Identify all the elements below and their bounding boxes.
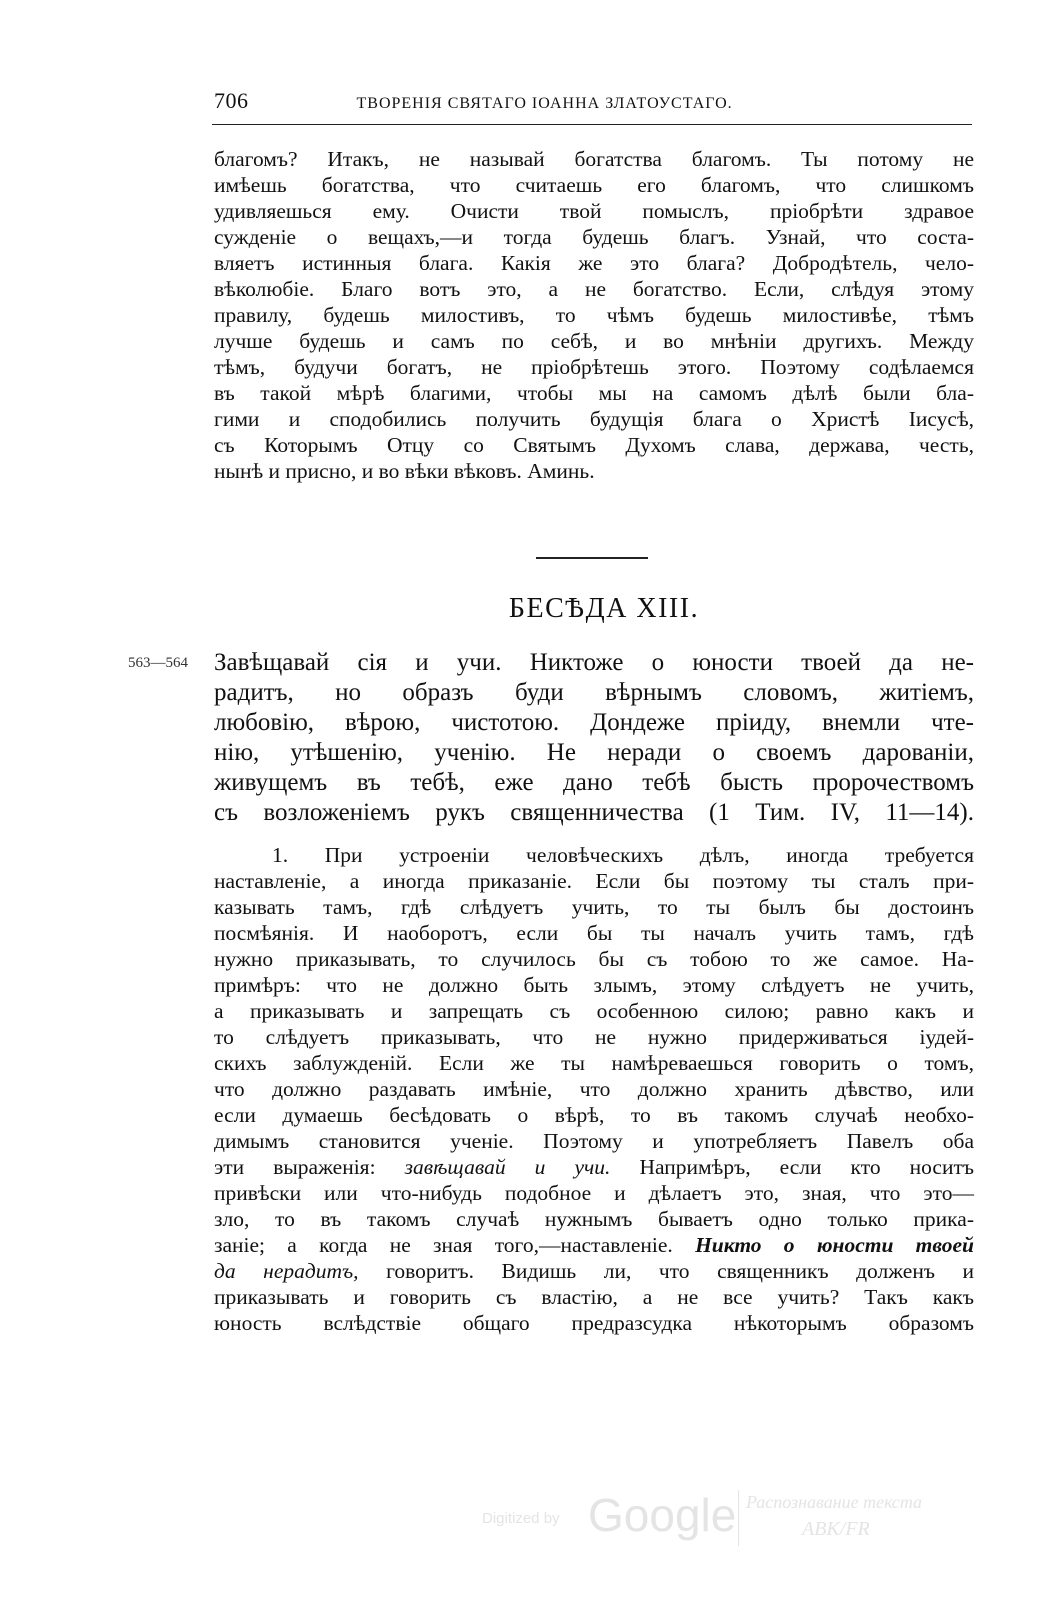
verse-line: любовію, вѣрою, чистотою. Дондеже пріиду, внемли чте- [214, 709, 974, 736]
section-heading: БЕСѢДА XIII. [508, 593, 700, 624]
verse-line: живущемъ въ тебѣ, еже дано тебѣ бысть пророчествомъ [214, 769, 974, 796]
text-segment: Напримѣръ, если кто носитъ [610, 1155, 974, 1179]
text-line: нынѣ и присно, и во вѣки вѣковъ. Аминь. [214, 459, 595, 483]
text-line: наставленіе, а иногда приказаніе. Если бы поэтому ты сталъ при- [214, 869, 974, 893]
italic-quote: завѣщавай и учи. [404, 1155, 611, 1179]
text-line: вѣколюбіе. Благо вотъ это, а не богатство. Если, слѣдуя этому [214, 277, 974, 301]
text-line: юность вслѣдствіе общаго предразсудка нѣкоторымъ образомъ [214, 1311, 974, 1335]
text-line: удивляешься ему. Очисти твой помыслъ, пріобрѣти здравое [214, 199, 974, 223]
text-line [214, 1232, 974, 1258]
page-header [214, 88, 974, 114]
digitization-watermark [482, 1488, 1002, 1548]
text-line: скихъ заблужденій. Если же ты намѣреваешься говорить о томъ, [214, 1051, 974, 1075]
text-line: приказывать и говорить съ властію, а не все учить? Такъ какъ [214, 1285, 974, 1309]
verse-line: радитъ, но образъ буди вѣрнымъ словомъ, житіемъ, [214, 679, 974, 706]
text-line: благомъ? Итакъ, не называй богатства благомъ. Ты потому не [214, 147, 974, 171]
text-line: что должно раздавать имѣніе, что должно хранить дѣвство, или [214, 1077, 974, 1101]
italic-quote: Никто о юности твоей [695, 1233, 974, 1257]
intro-paragraph [214, 146, 974, 484]
text-line: вляетъ истинныя блага. Какія же это блага? Добродѣтель, чело- [214, 251, 974, 275]
text-line: правилу, будешь милостивъ, то чѣмъ будешь милостивѣе, тѣмъ [214, 303, 974, 327]
text-line: а приказывать и запрещать съ особенною силою; равно какъ и [214, 999, 974, 1023]
text-line: лучше будешь и самъ по себѣ, и во мнѣніи другихъ. Между [214, 329, 974, 353]
text-line: имѣешь богатства, что считаешь его благомъ, что слишкомъ [214, 173, 974, 197]
text-line: гими и сподобились получить будущія блага о Христѣ Іисусѣ, [214, 407, 974, 431]
header-rule [212, 124, 972, 125]
text-line: казывать тамъ, гдѣ слѣдуетъ учить, то ты былъ бы достоинъ [214, 895, 974, 919]
verse-line: съ возложеніемъ рукъ священничества (1 Тим. IV, 11—14). [214, 799, 974, 826]
text-line: привѣски или что-нибудь подобное и дѣлаетъ это, зная, что это— [214, 1181, 974, 1205]
text-line [214, 1258, 974, 1284]
verse-line: нію, утѣшенію, ученію. Не неради о своемъ дарованіи, [214, 739, 974, 766]
verse-line: Завѣщавай сія и учи. Никтоже о юности твоей да не- [214, 649, 974, 676]
watermark-divider [738, 1490, 739, 1546]
text-line: посмѣянія. И наоборотъ, если бы ты началъ учить тамъ, гдѣ [214, 921, 974, 945]
running-title: ТВОРЕНІЯ СВЯТАГО ІОАННА ЗЛАТОУСТАГО. [356, 95, 733, 112]
text-line: 1. При устроеніи человѣческихъ дѣлъ, иногда требуется [272, 843, 974, 867]
text-line: если думаешь бесѣдовать о вѣрѣ, то въ такомъ случаѣ необхо- [214, 1103, 974, 1127]
section-separator [536, 557, 648, 559]
text-line: зло, то въ такомъ случаѣ нужнымъ бываетъ одно только прика- [214, 1207, 974, 1231]
text-line: тѣмъ, будучи богатъ, не пріобрѣтешь этого. Поэтому содѣлаемся [214, 355, 974, 379]
ocr-credit-line-1: Распознавание текста [746, 1492, 923, 1512]
scripture-verse [214, 648, 974, 828]
text-segment: говоритъ. Видишь ли, что священникъ долженъ и [358, 1259, 974, 1283]
text-line: въ такой мѣрѣ благими, чтобы мы на самомъ дѣлѣ были бла- [214, 381, 974, 405]
text-segment: заніе; а когда не зная того,—наставленіе. [214, 1233, 696, 1257]
text-segment: эти выраженія: [214, 1155, 405, 1179]
text-line: нужно приказывать, то случилось бы съ тобою то же самое. На- [214, 947, 974, 971]
body-paragraph [214, 842, 974, 1336]
text-line: димымъ становится ученіе. Поэтому и употребляетъ Павелъ оба [214, 1129, 974, 1153]
italic-quote: да нерадитъ, [214, 1259, 359, 1283]
text-line: примѣръ: что не должно быть злымъ, этому слѣдуетъ не учить, [214, 973, 974, 997]
ocr-credit-line-2: ABK/FR [802, 1518, 870, 1540]
text-line: сужденіе о вещахъ,—и тогда будешь благъ. Узнай, что соста- [214, 225, 974, 249]
google-logo: Google [588, 1489, 737, 1541]
digitized-by-label: Digitized by [482, 1510, 560, 1527]
margin-note: 563—564 [128, 655, 188, 671]
page-number: 706 [214, 88, 249, 113]
text-line: то слѣдуетъ приказывать, что не нужно придерживаться іудей- [214, 1025, 974, 1049]
text-line [214, 1154, 974, 1180]
text-line: съ Которымъ Отцу со Святымъ Духомъ слава, держава, честь, [214, 433, 974, 457]
